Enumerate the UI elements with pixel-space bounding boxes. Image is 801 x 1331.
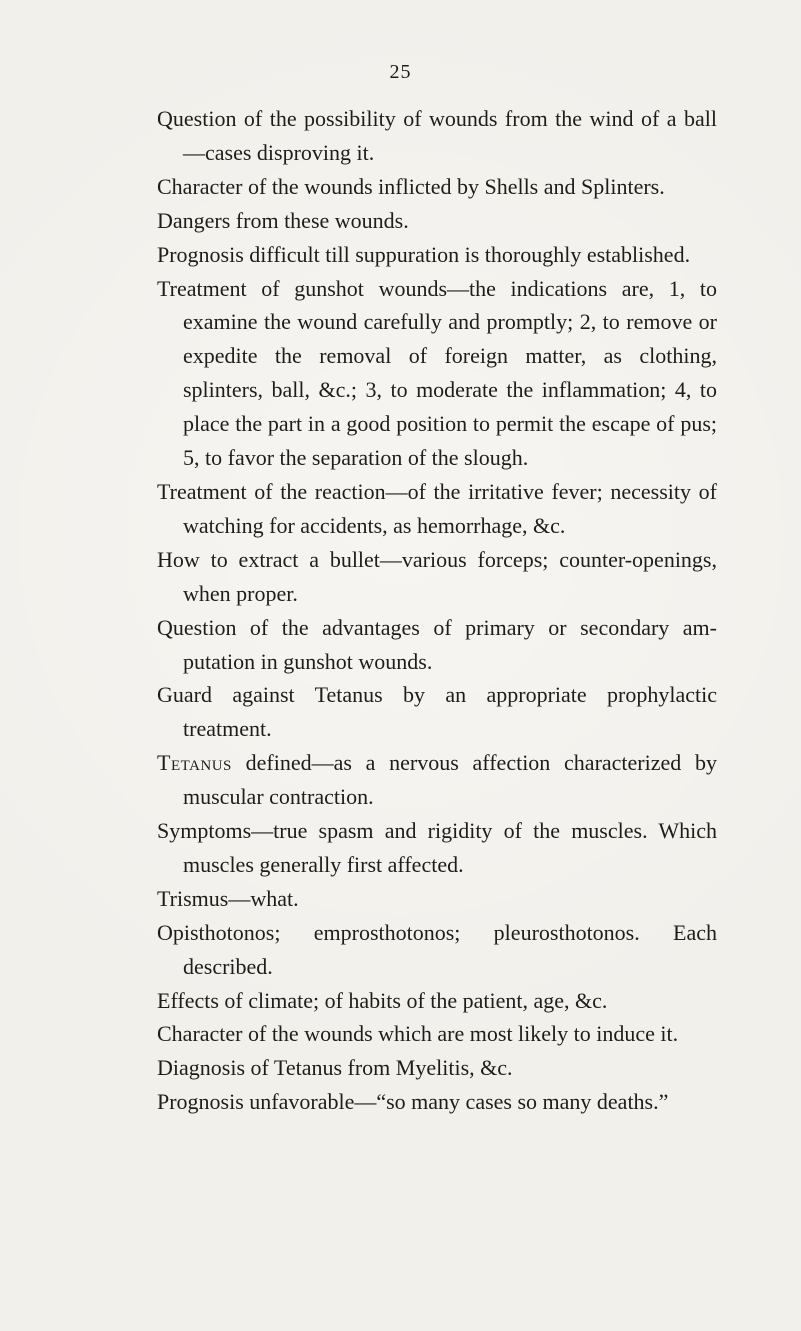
paragraph-treatment-gunshot (157, 272, 717, 475)
paragraph-text: Character of the wounds which are most likely to induce it. (157, 1021, 679, 1047)
paragraph-text: Treatment of gunshot wounds—the indications are, 1, to examine the wound carefully and promptly; 2, to remove or expedite the removal of foreign matter, as clothing, splinters, ball, &c.; 3, to moderate the inflammation; 4, to place the part in a good position to permit the escape of pus; 5, to favor the separation of the slough. (157, 275, 717, 471)
paragraph-guard-tetanus (157, 678, 717, 746)
paragraph-opisthotonos (157, 916, 717, 984)
paragraph-effects-climate (157, 984, 717, 1018)
paragraph-diagnosis (157, 1051, 717, 1085)
paragraph-prognosis-suppuration (157, 238, 717, 272)
paragraph-text: Treatment of the reaction—of the irritative fever; necessity of watching for accidents, as hemorrhage, &c. (157, 478, 717, 538)
paragraph-text: Symptoms—true spasm and rigidity of the muscles. Which muscles generally first affected. (157, 818, 717, 877)
paragraph-shells-splinters (157, 170, 717, 204)
paragraph-text: Diagnosis of Tetanus from Myelitis, &c. (157, 1055, 513, 1081)
tetanus-heading: Tetanus (157, 750, 232, 776)
paragraph-text: How to extract a bullet—various forceps; counter-openings, when proper. (157, 546, 717, 606)
paragraph-character-wounds (157, 1017, 717, 1051)
paragraph-extract-bullet (157, 543, 717, 611)
paragraph-text: Guard against Tetanus by an appropriate prophylactic treatment. (157, 682, 717, 742)
paragraph-text: Question of the possibility of wounds from the wind of a ball—cases disproving it. (157, 106, 717, 165)
paragraph-wind-of-ball (157, 102, 717, 170)
paragraph-text: Prognosis unfavorable—“so many cases so many deaths.” (157, 1089, 669, 1115)
paragraph-dangers (157, 204, 717, 238)
paragraph-symptoms (157, 814, 717, 882)
paragraph-trismus (157, 882, 717, 916)
paragraph-text: Prognosis difficult till suppuration is thoroughly established. (157, 241, 691, 267)
paragraph-text: defined—as a nervous affection characterized by muscular contraction. (183, 750, 717, 810)
paragraph-text: Character of the wounds inflicted by Shells and Splinters. (157, 173, 665, 199)
paragraph-text: Trismus—what. (157, 885, 299, 911)
paragraph-tetanus-defined (157, 746, 717, 814)
paragraph-treatment-reaction (157, 475, 717, 543)
paragraph-text: Question of the advantages of primary or secondary amputation in gunshot wounds. (157, 614, 717, 674)
paragraph-text: Effects of climate; of habits of the patient, age, &c. (157, 987, 608, 1013)
paragraph-text: Opisthotonos; emprosthotonos; pleurosthotonos. Each described. (157, 919, 717, 979)
paragraph-text: Dangers from these wounds. (157, 207, 409, 233)
syllabus-text (157, 102, 717, 1119)
page-number: 25 (389, 61, 412, 83)
paragraph-amputation (157, 611, 717, 679)
paragraph-prognosis-unfavorable (157, 1085, 717, 1119)
